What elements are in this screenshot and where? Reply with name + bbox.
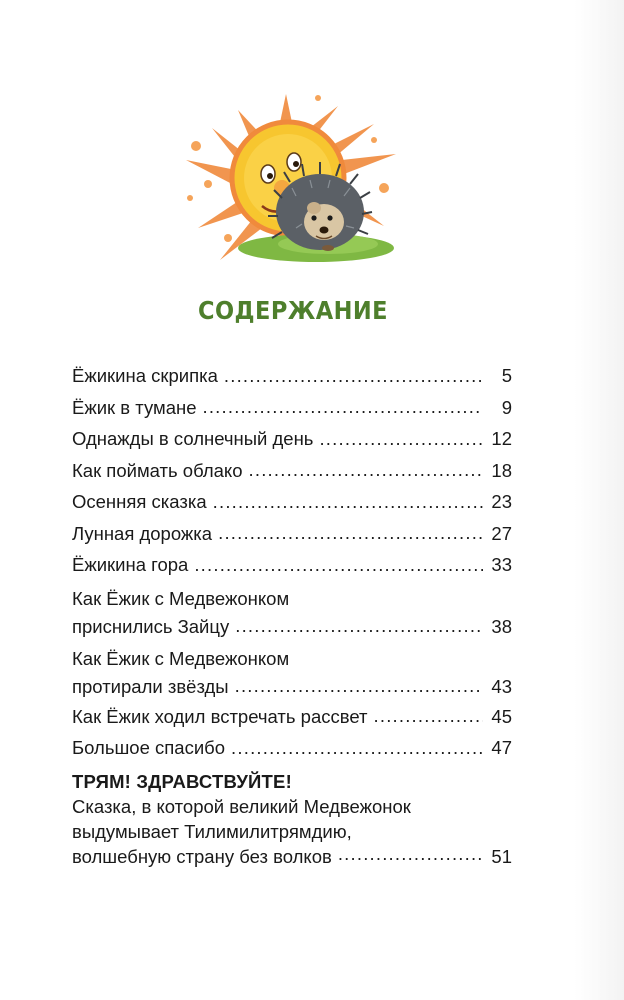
toc-entry-title-line: протирали звёзды [72,675,229,697]
toc-page-number: 47 [491,737,512,758]
toc-entry[interactable] [72,455,512,487]
dot-leader [338,845,483,864]
dot-leader [203,395,484,414]
toc-entry-title: Ёжик в тумане [72,396,197,418]
toc-entry-title: Ёжикина скрипка [72,365,218,386]
toc-page-number: 18 [491,459,512,481]
toc-page-number: 51 [491,846,512,867]
toc-entry-title: Лунная дорожка [72,522,213,544]
toc-page-number: 38 [491,615,512,637]
dot-leader [194,553,483,572]
dot-leader [213,490,483,509]
toc-entry[interactable] [72,423,512,455]
section-description-line: выдумывает Тилимилитрямдию, [72,821,352,842]
section-description-line: волшебную страну без волков [72,846,332,867]
toc-entry[interactable] [72,392,512,424]
dot-leader [319,427,483,446]
dot-leader [235,674,483,693]
dot-leader [218,521,483,540]
dot-leader [231,736,483,755]
toc-entry[interactable] [72,646,512,702]
toc-page-number: 33 [491,554,512,575]
toc-page-number: 27 [491,522,512,544]
toc-entry-title-line: приснились Зайцу [72,615,230,637]
toc-page-number: 12 [491,428,512,449]
toc-entry-title: Осенняя сказка [72,491,207,512]
toc-entry[interactable] [72,586,512,642]
toc-entry-title-line: Как Ёжик с Медвежонком [72,647,290,669]
toc-entry-title-line: Как Ёжик с Медвежонком [72,587,290,609]
dot-leader [374,704,483,723]
table-of-contents [72,360,512,764]
toc-entry[interactable] [72,360,512,392]
dot-leader [249,458,483,477]
toc-entry-title: Ёжикина гора [72,554,189,575]
toc-page-number: 5 [501,365,512,386]
toc-entry[interactable] [72,518,512,550]
toc-entry[interactable] [72,732,512,764]
toc-entry-title: Как Ёжик ходил встречать рассвет [72,705,368,727]
toc-entry-title: Однажды в солнечный день [72,428,314,449]
toc-entry[interactable] [72,486,512,518]
sun-and-hedgehog-illustration [178,88,403,268]
table-of-contents-title: СОДЕРЖАНИЕ [197,296,389,325]
toc-page-number: 43 [491,675,512,697]
toc-entry-title: Большое спасибо [72,737,226,758]
toc-entry-title: Как поймать облако [72,459,243,481]
toc-page-number: 23 [491,491,512,512]
toc-entry[interactable] [72,701,512,733]
section-description-line: Сказка, в которой великий Медвежонок [72,796,411,817]
toc-page-number: 9 [501,396,512,418]
dot-leader [224,364,483,383]
toc-page-number: 45 [491,705,512,727]
section-heading: ТРЯМ! ЗДРАВСТВУЙТЕ! [72,771,292,792]
toc-entry[interactable] [72,549,512,581]
toc-section[interactable] [72,770,512,869]
dot-leader [235,614,483,633]
